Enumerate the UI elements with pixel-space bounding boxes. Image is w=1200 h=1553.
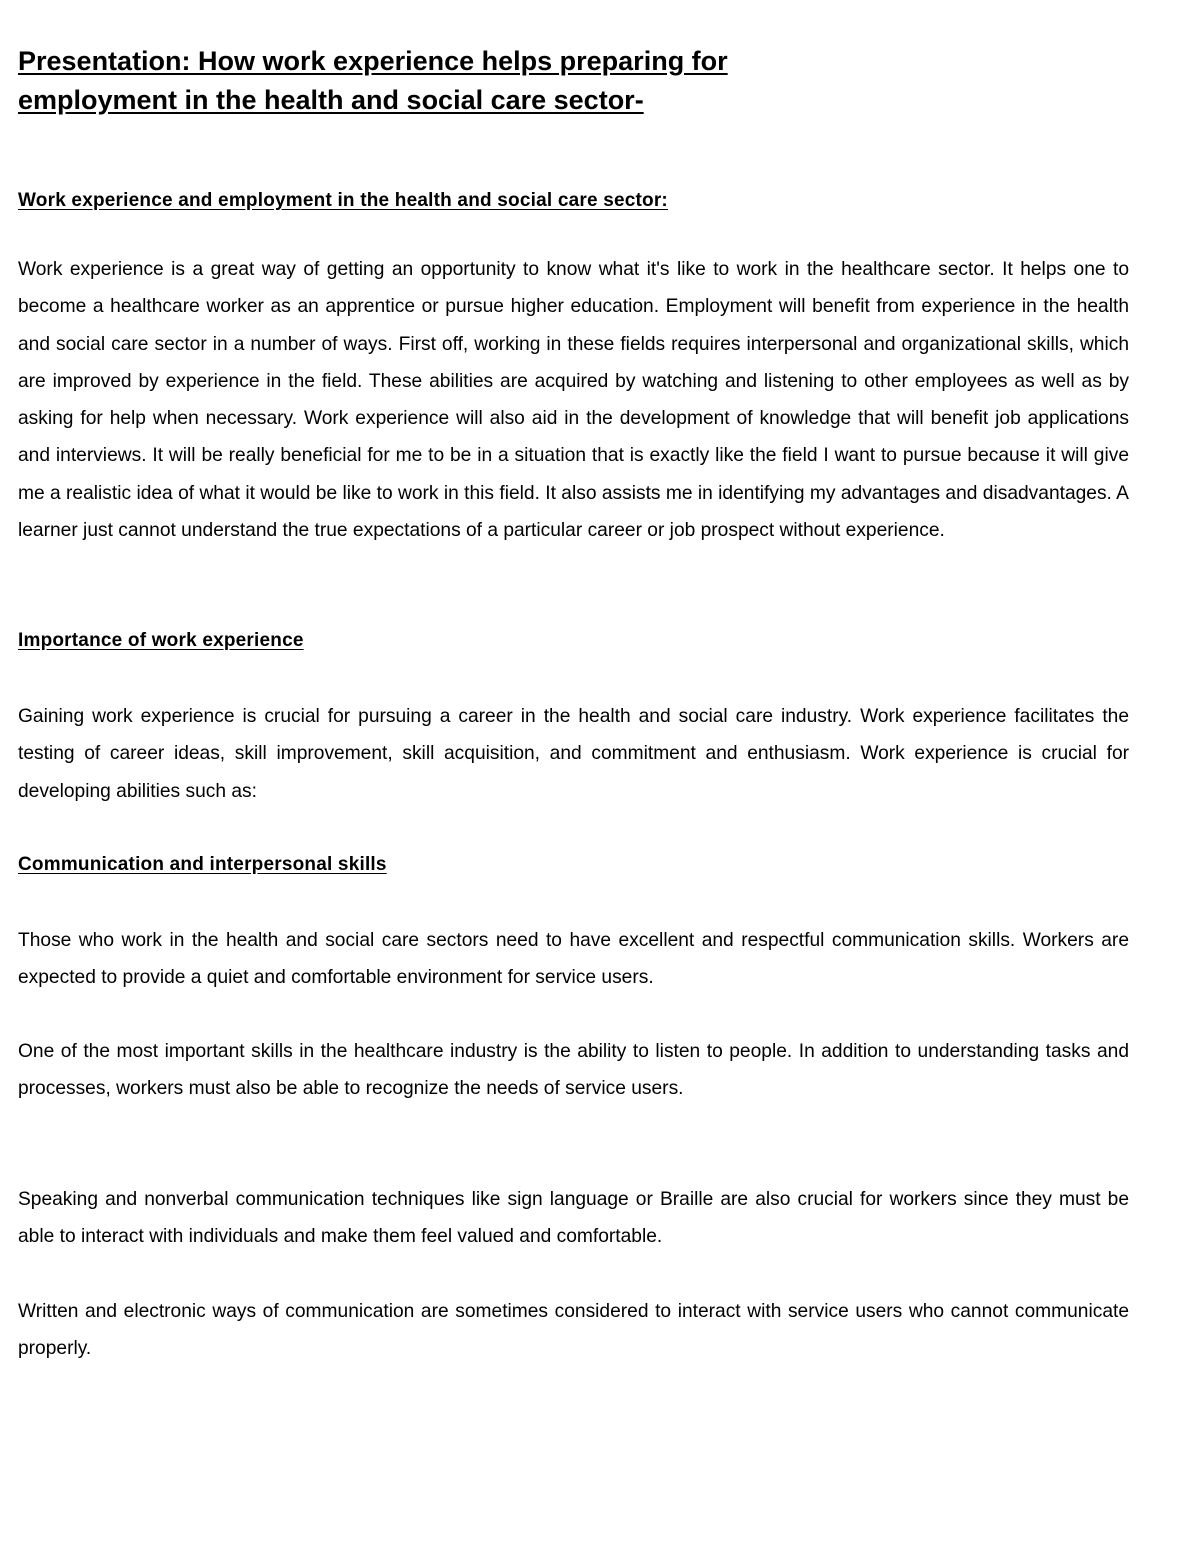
section-heading-communication: Communication and interpersonal skills xyxy=(18,854,387,875)
paragraph-importance: Gaining work experience is crucial for pursuing a career in the health and social care industry. Work experience facilitates the testing of career ideas, skill improvement, skill acquisition, and commitment and enthusiasm. Work experience is crucial for developing abilities such as: xyxy=(18,706,1129,802)
paragraph-communication-skills: Those who work in the health and social care sectors need to have excellent and respectful communication skills. Workers are expected to provide a quiet and comfortable environment for service users. xyxy=(18,930,1129,989)
paragraph-work-experience-intro: Work experience is a great way of getting an opportunity to know what it's like to work in the healthcare sector. It helps one to become a healthcare worker as an apprentice or pursue higher education. Employment will benefit from experience in the health and social care sector in a number of ways. First off, working in these fields requires interpersonal and organizational skills, which are improved by experience in the field. These abilities are acquired by watching and listening to other employees as well as by asking for help when necessary. Work experience will also aid in the development of knowledge that will benefit job applications and interviews. It will be really beneficial for me to be in a situation that is exactly like the field I want to pursue because it will give me a realistic idea of what it would be like to work in this field. It also assists me in identifying my advantages and disadvantages. A learner just cannot understand the true expectations of a particular career or job prospect without experience. xyxy=(18,259,1129,542)
section-heading-importance: Importance of work experience xyxy=(18,630,304,651)
document-title xyxy=(18,42,728,120)
paragraph-listening-skills: One of the most important skills in the healthcare industry is the ability to listen to people. In addition to understanding tasks and processes, workers must also be able to recognize the needs of service users. xyxy=(18,1041,1129,1100)
paragraph-nonverbal-communication: Speaking and nonverbal communication techniques like sign language or Braille are also crucial for workers since they must be able to interact with individuals and make them feel valued and comfortable. xyxy=(18,1189,1129,1248)
document-title-line-1: Presentation: How work experience helps preparing for xyxy=(18,46,728,76)
paragraph-written-electronic-communication: Written and electronic ways of communication are sometimes considered to interact with service users who cannot communicate properly. xyxy=(18,1301,1129,1360)
section-heading-work-experience-employment: Work experience and employment in the health and social care sector: xyxy=(18,190,668,211)
document-title-line-2: employment in the health and social care sector- xyxy=(18,85,644,115)
